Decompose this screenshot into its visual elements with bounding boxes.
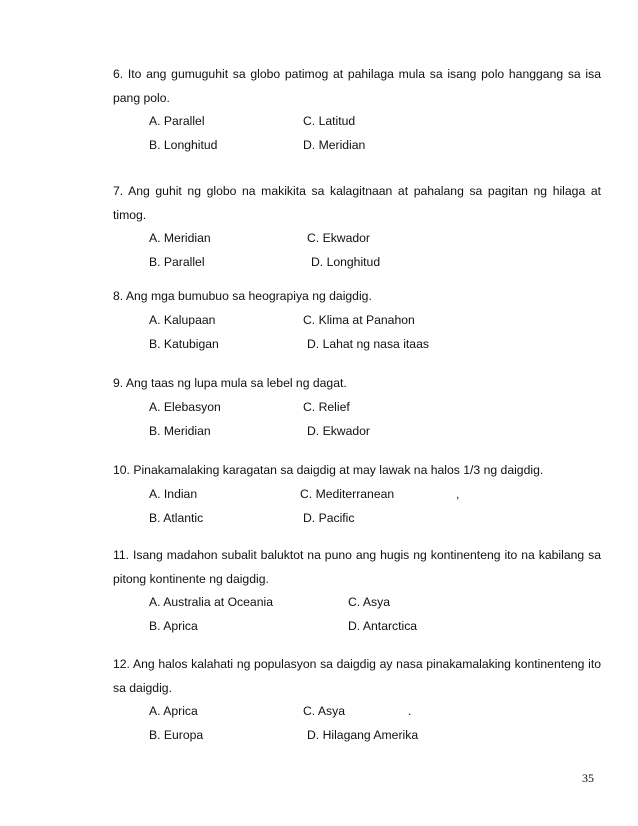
choice-d: D. Lahat ng nasa itaas — [307, 336, 429, 351]
answer-choices — [113, 309, 601, 356]
answer-choices — [113, 110, 601, 157]
answer-choices — [113, 483, 601, 530]
choice-c: C. Relief — [303, 399, 350, 414]
answer-choices — [113, 591, 601, 638]
answer-choices — [113, 227, 601, 274]
answer-choices — [113, 396, 601, 443]
choice-b: B. Parallel — [149, 255, 205, 269]
stray-mark: , — [456, 486, 460, 501]
choice-d: D. Antarctica — [348, 619, 418, 633]
question-12 — [113, 653, 601, 747]
choice-c: C. Asya — [303, 704, 345, 718]
question-stem: 8. Ang mga bumubuo sa heograpiya ng daigdig. — [113, 289, 372, 303]
question-6 — [113, 63, 601, 157]
question-stem: 12. Ang halos kalahati ng populasyon sa daigdig ay nasa pinakamalaking kontinenteng ito sa daigdig. — [113, 657, 601, 695]
choice-d: D. Hilagang Amerika — [307, 728, 419, 742]
choice-a: A. Meridian — [149, 231, 211, 245]
page-number: 35 — [582, 771, 594, 785]
choice-b: B. Atlantic — [149, 510, 204, 525]
question-7 — [113, 180, 601, 274]
choice-b: B. Europa — [149, 728, 204, 742]
choice-a: A. Indian — [149, 486, 198, 501]
choice-c: C. Klima at Panahon — [303, 312, 415, 327]
choice-b: B. Katubigan — [149, 336, 219, 351]
choice-a: A. Elebasyon — [149, 399, 221, 414]
choice-c: C. Latitud — [303, 114, 356, 128]
choice-a: A. Parallel — [149, 114, 205, 128]
question-11 — [113, 544, 601, 638]
choice-c: C. Mediterranean — [300, 486, 395, 501]
answer-choices — [113, 700, 601, 747]
choice-d: D. Ekwador — [307, 423, 370, 438]
choice-b: B. Aprica — [149, 619, 198, 633]
question-9 — [113, 372, 601, 443]
choice-a: A. Kalupaan — [149, 312, 216, 327]
choice-a: A. Aprica — [149, 704, 198, 718]
choice-c: C. Asya — [348, 595, 390, 609]
question-stem: 6. Ito ang gumuguhit sa globo patimog at pahilaga mula sa isang polo hanggang sa isa pang polo. — [113, 67, 601, 105]
choice-b: B. Meridian — [149, 423, 211, 438]
choice-d: D. Meridian — [303, 138, 366, 152]
stray-mark: . — [408, 704, 412, 718]
question-stem: 9. Ang taas ng lupa mula sa lebel ng dagat. — [113, 376, 347, 390]
choice-a: A. Australia at Oceania — [149, 595, 273, 609]
question-10 — [113, 459, 601, 530]
question-stem: 10. Pinakamalaking karagatan sa daigdig at may lawak na halos 1/3 ng daigdig. — [113, 463, 544, 477]
choice-d: D. Longhitud — [311, 255, 381, 269]
question-stem: 7. Ang guhit ng globo na makikita sa kalagitnaan at pahalang sa pagitan ng hilaga at timog. — [113, 184, 601, 222]
choice-b: B. Longhitud — [149, 138, 218, 152]
question-stem: 11. Isang madahon subalit baluktot na puno ang hugis ng kontinenteng ito na kabilang sa pitong kontinente ng daigdig. — [113, 548, 601, 586]
choice-d: D. Pacific — [303, 510, 355, 525]
choice-c: C. Ekwador — [307, 231, 370, 245]
question-8 — [113, 285, 601, 356]
